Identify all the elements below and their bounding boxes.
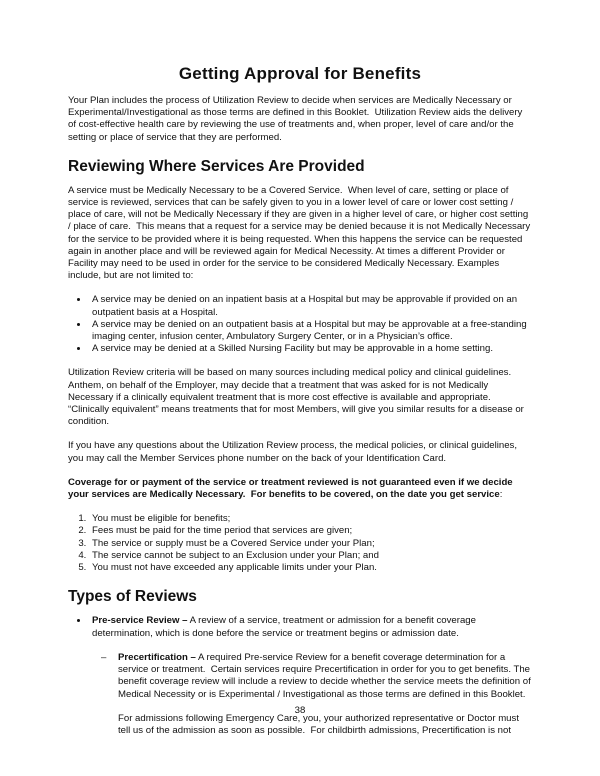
- section-heading-types: Types of Reviews: [68, 588, 197, 606]
- intro-paragraph: Your Plan includes the process of Utilization Review to decide when services are Medically Necessary or Experimental/Investigational as those terms are defined in this Booklet. Utilization Review aids the delivery of cost-effective health care by reviewing the use of treatments and, when proper, level of care and/or the setting or place of service that they are performed.: [68, 95, 526, 143]
- list-item: 5. You must not have exceeded any applicable limits under your Plan.: [89, 562, 532, 574]
- precertification-paragraph-2: For admissions following Emergency Care, you, your authorized representative or Doctor must tell us of the admission as soon as possible. For childbirth admissions, Precertification is not: [118, 712, 522, 737]
- service-denial-examples-list: [68, 294, 532, 355]
- preservice-review-text: A review of a service, treatment or admission for a benefit coverage determination, which is done before the service or treatment begins or admission date.: [92, 615, 479, 639]
- list-item: • A service may be denied at a Skilled Nursing Facility but may be approvable in a home setting.: [89, 343, 532, 355]
- page-title: Getting Approval for Benefits: [178, 64, 422, 83]
- list-item: • A service may be denied on an inpatient basis at a Hospital but may be approvable if provided on an outpatient basis at a Hospital.: [89, 294, 532, 318]
- benefit-conditions-list: [68, 513, 532, 574]
- list-item: 2. Fees must be paid for the time period that services are given;: [89, 525, 532, 537]
- list-item: 1. You must be eligible for benefits;: [89, 513, 532, 525]
- precertification-content: [118, 652, 532, 737]
- precertification-text: A required Pre-service Review for a benefit coverage determination for a service or treatment. Certain services require Precertification in order for you to get benefits. The benefit coverage review will include a review to decide whether the service meets the definition of Medical Necessity or is Experimental / Investigational as those terms are defined in this Booklet.: [118, 651, 534, 700]
- reviewing-paragraph-3: If you have any questions about the Utilization Review process, the medical policies, or clinical guidelines, you may call the Member Services phone number on the back of your Identification Card.: [68, 440, 520, 464]
- preservice-review-label: Pre-service Review –: [92, 615, 188, 627]
- reviewing-paragraph-2: Utilization Review criteria will be based on many sources including medical policy and clinical guidelines. Anthem, on behalf of the Employer, may decide that a treatment that was asked for is not Medically Necessary if a clinically equivalent treatment that is more cost effective is available and appropriate. “Clinically equivalent” means treatments that for most Members, will give you similar results for a disease or condition.: [68, 367, 527, 428]
- precertification-label: Precertification –: [118, 651, 196, 663]
- list-item: 4. The service cannot be subject to an Exclusion under your Plan; and: [89, 550, 532, 562]
- coverage-notice-colon: :: [499, 489, 503, 501]
- list-item: • A service may be denied on an outpatient basis at a Hospital but may be approvable at a free-standing imaging center, infusion center, Ambulatory Surgery Center, or in a Physician’s office.: [89, 319, 532, 343]
- coverage-notice-paragraph: [68, 477, 532, 501]
- coverage-notice-bold-text: Coverage for or payment of the service or treatment reviewed is not guaranteed even if we decide your services are Medically Necessary. For benefits to be covered, on the date you get service: [68, 476, 516, 501]
- sub-item-precertification: [101, 652, 532, 737]
- list-item-preservice-review: [89, 615, 532, 737]
- reviewing-paragraph-1: A service must be Medically Necessary to be a Covered Service. When level of care, setting or place of service is reviewed, services that can be safely given to you in a lower level of care or lower cost setting / place of care, will not be Medically Necessary if they are given in a higher level of care, or higher cost setting / place of care. This means that a request for a service may be denied because it is not Medically Necessary for the service to be provided where it is being requested. When this happens the service can be requested again in another place and will be reviewed again for Medical Necessity. At times a different Provider or Facility may need to be used in order for the service to be considered Medically Necessary. Examples include, but are not limited to:: [68, 184, 533, 282]
- section-heading-reviewing: Reviewing Where Services Are Provided: [68, 157, 365, 175]
- list-item: 3. The service or supply must be a Covered Service under your Plan;: [89, 538, 532, 550]
- page-number: 38: [294, 705, 306, 716]
- dash-marker: –: [101, 651, 107, 663]
- review-types-list: [68, 615, 532, 737]
- precertification-paragraph-1: [118, 652, 532, 701]
